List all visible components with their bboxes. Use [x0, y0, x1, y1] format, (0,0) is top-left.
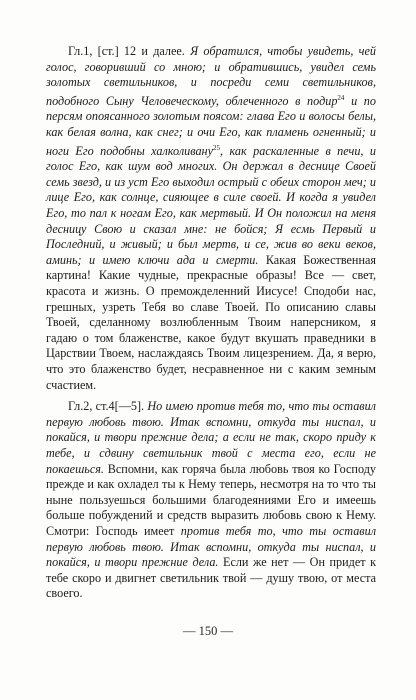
paragraph-chapter-1 — [46, 44, 376, 393]
scripture-quote: и по персям опоясанного золотым поясом: глава Его и волосы белы, как белая волна, как снег; и очи Его, как пламень огненный; и ноги Его подобны халколивану — [46, 93, 376, 158]
page-number: — 150 — — [183, 624, 233, 638]
footnote-ref: 24 — [337, 93, 345, 102]
scripture-quote: против тебя то, что ты оставил первую любовь твою. Итак вспомни, откуда ты ниспал, и покайся, и твори прежние дела. — [46, 523, 377, 570]
scripture-quote: , как раскаленные в печи, и голос Его, как шум вод многих. Он держал в деснице Своей семь звезд, и из уст Его выходил острый с обеих сторон меч; и лице Его, как солнце, сияющее в силе своей. И когда я увидел Его, то пал к ногам Его, как мертвый. И Он положил на меня десницу Свою и сказал мне: не бойся; Я есмь Первый и Последний, и живый; и был мертв, и се, жив во веки веков, аминь; и имею ключи ада и смерти. — [46, 143, 377, 267]
paragraph-chapter-2 — [46, 399, 376, 602]
scripture-quote: Я обратился, чтобы увидеть, чей голос, говоривший со мною; и обратившись, увидел семь золотых светильников, и посреди семи светильников, подобного Сыну Человеческому, облеченного в подир — [46, 44, 376, 108]
commentary-text: Вспомни, как горяча была любовь твоя ко Господу прежде и как охладел ты к Нему теперь, несмотря на то что ты ныне пользуешься большими благодеяниями Его и имеешь больше побуждений и средств выразить любовь свою к Нему. Смотри: Господь имеет — [46, 461, 376, 538]
commentary-text: Какая Божественная картина! Какие чудные, прекрасные образы! Все — свет, красота и жизнь. О преможделенний Иисусе! Сподоби нас, грешных, узреть Тебя во славе Твоей. По описанию славы Твоей, сделанному возлюбленным Твоим наперсником, я гадаю о том блаженстве, какое будут вкушать праведники в Царствии Твоем, наслаждаясь Твоим лицезрением. Да, я верю, что это блаженство будет, несравненное ни с каким земным счастием. — [46, 252, 376, 392]
footnote-ref: 25 — [213, 143, 221, 152]
scripture-quote: Но имею против тебя то, что ты оставил первую любовь твою. Итак вспомни, откуда ты ниспал, и покайся, и твори прежние дела; а если не так, скоро приду к тебе, и сдвину светильник твой с места его, если не покаешься. — [46, 399, 376, 476]
commentary-text: Если же нет — Он придет к тебе скоро и двигнет светильник твой — душу твою, от места своего. — [46, 555, 376, 601]
commentary-text: Гл.1, [ст.] 12 и далее. — [68, 44, 191, 58]
commentary-text: Гл.2, ст.4[—5]. — [68, 399, 148, 414]
